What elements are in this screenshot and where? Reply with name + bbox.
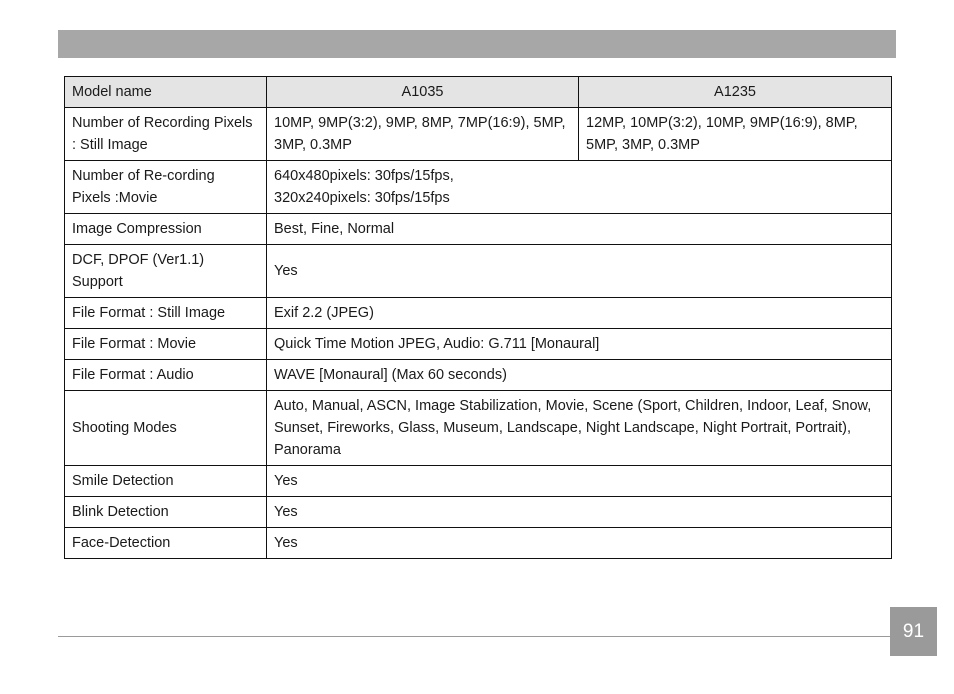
header-label-cell: Model name bbox=[65, 77, 267, 108]
row-label: Number of Recording Pixels : Still Image bbox=[65, 108, 267, 161]
header-model-a1235: A1235 bbox=[579, 77, 892, 108]
row-label: DCF, DPOF (Ver1.1) Support bbox=[65, 245, 267, 298]
row-value: Auto, Manual, ASCN, Image Stabilization, Movie, Scene (Sport, Children, Indoor, Leaf, Snow, Sunset, Fireworks, Glass, Museum, Landscape, Night Landscape, Night Portrait, Portrait), Panorama bbox=[267, 391, 892, 466]
row-value: Yes bbox=[267, 528, 892, 559]
row-value: Yes bbox=[267, 245, 892, 298]
table-row bbox=[65, 298, 892, 329]
row-label: File Format : Movie bbox=[65, 329, 267, 360]
footer-divider bbox=[58, 636, 890, 637]
row-value: Best, Fine, Normal bbox=[267, 214, 892, 245]
table-row bbox=[65, 329, 892, 360]
row-value: WAVE [Monaural] (Max 60 seconds) bbox=[267, 360, 892, 391]
header-model-a1035: A1035 bbox=[267, 77, 579, 108]
row-label: Number of Re-cording Pixels :Movie bbox=[65, 161, 267, 214]
row-label: Smile Detection bbox=[65, 466, 267, 497]
row-value: Quick Time Motion JPEG, Audio: G.711 [Monaural] bbox=[267, 329, 892, 360]
top-banner-bar bbox=[58, 30, 896, 58]
row-label: Shooting Modes bbox=[65, 391, 267, 466]
row-label: Image Compression bbox=[65, 214, 267, 245]
row-label: Blink Detection bbox=[65, 497, 267, 528]
row-label: Face-Detection bbox=[65, 528, 267, 559]
table-row bbox=[65, 466, 892, 497]
row-label: File Format : Still Image bbox=[65, 298, 267, 329]
row-value-a1035: 10MP, 9MP(3:2), 9MP, 8MP, 7MP(16:9), 5MP, 3MP, 0.3MP bbox=[267, 108, 579, 161]
row-value: 640x480pixels: 30fps/15fps, 320x240pixels: 30fps/15fps bbox=[267, 161, 892, 214]
row-value-a1235: 12MP, 10MP(3:2), 10MP, 9MP(16:9), 8MP, 5MP, 3MP, 0.3MP bbox=[579, 108, 892, 161]
table-row bbox=[65, 108, 892, 161]
table-row bbox=[65, 214, 892, 245]
table-row bbox=[65, 391, 892, 466]
table-header-row bbox=[65, 77, 892, 108]
row-value: Yes bbox=[267, 497, 892, 528]
specifications-table bbox=[64, 76, 892, 559]
row-value: Yes bbox=[267, 466, 892, 497]
table-row bbox=[65, 245, 892, 298]
row-label: File Format : Audio bbox=[65, 360, 267, 391]
row-value: Exif 2.2 (JPEG) bbox=[267, 298, 892, 329]
table-row bbox=[65, 497, 892, 528]
table-row bbox=[65, 161, 892, 214]
page-number-badge: 91 bbox=[890, 607, 937, 656]
table-row bbox=[65, 360, 892, 391]
table-row bbox=[65, 528, 892, 559]
